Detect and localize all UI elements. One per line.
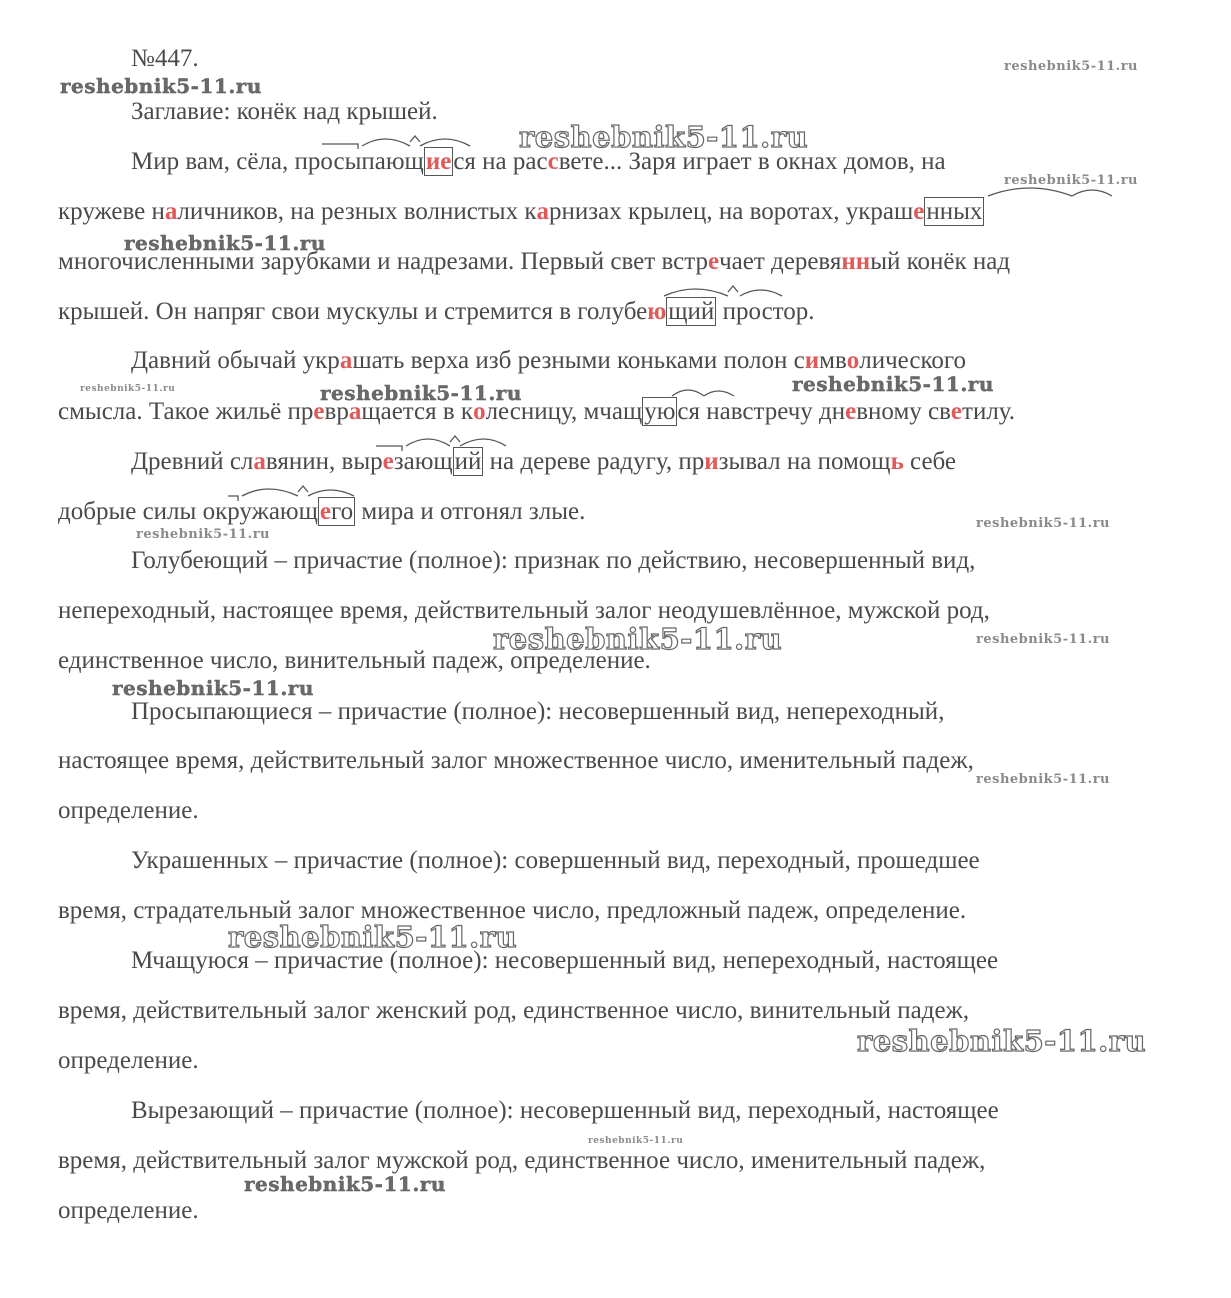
text-span: ся на рас [453,148,548,175]
analysis-line: Вырезающий – причастие (полное): несовершенный вид, переходный, настоящее [131,1097,999,1124]
text-span: себе [903,448,957,475]
text-span: вянин, выр [265,448,383,475]
watermark: reshebnik5-11.ru [124,231,326,255]
text-span: Давний обычай укр [131,347,340,374]
suffix-caret [410,136,420,142]
suffix-arc [308,490,354,496]
watermark: reshebnik5-11.ru [228,920,518,954]
text-span: Древний сл [131,448,254,475]
analysis-line: определение. [58,1197,199,1224]
analysis-line: Украшенных – причастие (полное): совершенный вид, переходный, прошедшее [131,847,980,874]
text-line-4 [58,297,815,327]
highlight-letter: а [536,198,549,225]
text-line-6 [58,397,1015,427]
text-span: кружеве н [58,198,165,225]
ending-box: нных [926,198,983,225]
suffix-caret [728,286,738,292]
suffix-arc [460,439,506,446]
highlight-letter: е [950,398,963,425]
highlight-letter: е [845,398,857,425]
analysis-line: единственное число, винительный падеж, определение. [58,647,651,674]
watermark: reshebnik5-11.ru [1004,59,1139,74]
ending-box: щий [668,298,715,325]
root-arc [988,188,1072,196]
analysis-line: настоящее время, действительный залог множественное число, именительный падеж, [58,747,974,774]
ending-box: его [319,498,354,525]
text-line-7 [131,447,956,477]
highlight-letter: е [313,398,325,425]
root-arc [672,390,704,396]
text-span: лесницу, мчащ [485,398,643,425]
analysis-line: непереходный, настоящее время, действительный залог неодушевлённое, мужской род, [58,597,990,624]
text-span: вному св [856,398,951,425]
text-span: зающ [393,448,453,475]
root-arc [406,439,450,446]
highlight-letter: е [382,448,394,475]
highlight-letter: ю [647,298,667,325]
analysis-line: время, страдательный залог множественное число, предложный падеж, определение. [58,897,967,924]
highlight-letter: и [804,347,820,374]
text-line-2 [58,197,984,227]
highlight-letter: а [253,448,266,475]
text-span: крышей. Он напряг свои мускулы и стремится в голубе [58,298,648,325]
watermark: reshebnik5-11.ru [80,384,176,394]
watermark: reshebnik5-11.ru [857,1024,1147,1058]
analysis-line: время, действительный залог женский род, единственное число, винительный падеж, [58,997,970,1024]
text-span: добрые силы окружающ [58,498,318,525]
highlight-letter: нн [841,248,871,275]
analysis-line: определение. [58,1047,199,1074]
text-span: тилу. [962,398,1016,425]
suffix-arc [420,139,470,146]
analysis-line: Мчащуюся – причастие (полное): несовершенный вид, непереходный, настоящее [131,947,999,974]
watermark: reshebnik5-11.ru [1004,173,1139,188]
text-span: вр [324,398,349,425]
ending-box: ий [454,448,482,475]
text-span: лического [859,347,967,374]
highlight-letter: и [704,448,719,475]
watermark: reshebnik5-11.ru [976,772,1111,787]
watermark: reshebnik5-11.ru [320,381,522,405]
text-span: мира и отгонял злые. [355,498,586,525]
text-span: щается в к [361,398,474,425]
analysis-line: Голубеющий – причастие (полное): признак по действию, несовершенный вид, [131,547,976,574]
suffix-caret [298,486,308,492]
text-span: простор. [716,298,815,325]
root-arc [242,489,298,496]
analysis-line: определение. [58,797,199,824]
text-span: вете... Заря играет в окнах домов, на [558,148,946,175]
suffix-arc [1072,190,1112,196]
ending-box: ие [425,148,452,175]
text-span: Мир вам, сёла, просыпающ [131,148,424,175]
ending-box: ую [644,398,676,425]
suffix-arc [740,290,782,296]
watermark: reshebnik5-11.ru [112,676,314,700]
text-span: мв [819,347,847,374]
highlight-letter: а [164,198,178,225]
highlight-letter: с [547,148,559,175]
text-line-8 [58,497,585,527]
title-line: Заглавие: конёк над крышей. [131,98,438,125]
text-span: многочисленными зарубками и надрезами. Первый свет встр [58,248,708,275]
text-span: на дереве радугу, пр [483,448,705,475]
highlight-letter: е [707,248,720,275]
highlight-letter: а [348,398,362,425]
watermark: reshebnik5-11.ru [244,1172,446,1196]
exercise-number: №447. [131,45,199,72]
analysis-line: время, действительный залог мужской род, единственное число, именительный падеж, [58,1147,986,1174]
text-span: ый конёк над [870,248,1011,275]
highlight-letter: о [846,347,860,374]
watermark: reshebnik5-11.ru [493,622,783,656]
highlight-letter: а [339,347,353,374]
text-span: смысла. Такое жильё пр [58,398,314,425]
text-span: шать верха изб резными коньками полон с [352,347,805,374]
text-span: рнизах крылец, на воротах, украш [548,198,914,225]
watermark: reshebnik5-11.ru [519,120,809,154]
root-arc [664,289,728,296]
watermark: reshebnik5-11.ru [60,74,262,98]
watermark: reshebnik5-11.ru [792,372,994,396]
root-arc [362,139,410,146]
suffix-caret [450,436,460,442]
text-span: зывал на помощ [718,448,891,475]
watermark: reshebnik5-11.ru [588,1136,684,1146]
watermark: reshebnik5-11.ru [136,527,271,542]
analysis-line: Просыпающиеся – причастие (полное): несовершенный вид, непереходный, [131,698,945,725]
watermark: reshebnik5-11.ru [976,632,1111,647]
highlight-letter: е [319,498,331,525]
text-span: ся навстречу дн [677,398,846,425]
suffix-arc [704,391,734,396]
text-span: личников, на резных волнистых к [177,198,537,225]
highlight-letter: е [913,198,925,225]
highlight-letter: ь [890,448,904,475]
watermark: reshebnik5-11.ru [976,516,1111,531]
highlight-letter: о [473,398,486,425]
text-span: чает деревя [719,248,842,275]
